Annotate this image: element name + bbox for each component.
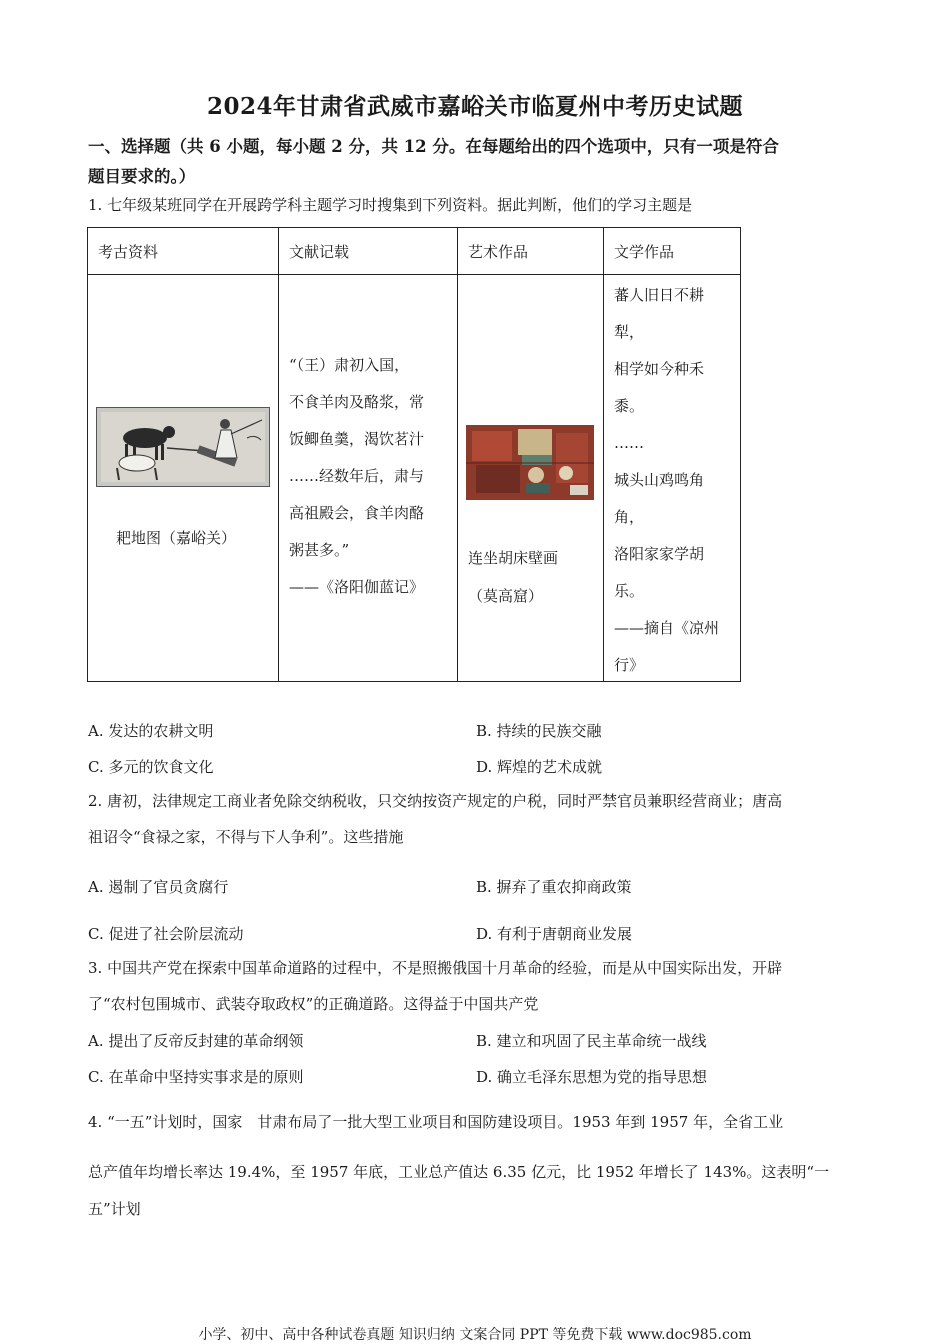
literature-line: 黍。 xyxy=(614,397,645,415)
question-3-stem-line-2: 了“农村包围城市、武装夺取政权”的正确道路。这得益于中国共产党 xyxy=(88,995,539,1013)
question-4-stem-line-3: 五”计划 xyxy=(88,1200,141,1218)
q1-option-b: B. 持续的民族交融 xyxy=(476,722,602,740)
q2-option-b: B. 摒弃了重农抑商政策 xyxy=(476,878,632,896)
literature-line: 犁， xyxy=(614,323,645,341)
literature-line: 洛阳家家学胡 xyxy=(614,545,705,563)
section-heading-line-2: 题目要求的。） xyxy=(88,167,196,186)
header-archaeology: 考古资料 xyxy=(88,228,279,275)
document-line: 不食羊肉及酪浆，常 xyxy=(289,393,425,411)
q3-option-c: C. 在革命中坚持实事求是的原则 xyxy=(88,1068,304,1086)
archaeology-caption: 耙地图（嘉峪关） xyxy=(116,529,237,547)
q2-option-a: A. 遏制了官员贪腐行 xyxy=(88,878,229,896)
document-line: 粥甚多。” xyxy=(289,541,350,559)
table-content-row xyxy=(88,275,741,682)
q2-option-c: C. 促进了社会阶层流动 xyxy=(88,925,244,943)
document-source: ——《洛阳伽蓝记》 xyxy=(289,578,425,596)
question-4-stem-line-1: 4. “一五”计划时，国家 甘肃布局了一批大型工业项目和国防建设项目。1953 年到 1957 年，全省工业 xyxy=(88,1113,784,1131)
literature-source: 行》 xyxy=(614,656,645,674)
q1-option-d: D. 辉煌的艺术成就 xyxy=(476,758,603,776)
q3-option-a: A. 提出了反帝反封建的革命纲领 xyxy=(88,1032,304,1050)
section-heading-line-1: 一、选择题（共 6 小题，每小题 2 分，共 12 分。在每题给出的四个选项中，只有一项是符合 xyxy=(88,137,779,156)
document-line: ……经数年后，肃与 xyxy=(289,467,425,485)
exam-title: 2024年甘肃省武威市嘉峪关市临夏州中考历史试题 xyxy=(206,93,743,120)
question-2-stem-line-1: 2. 唐初，法律规定工商业者免除交纳税收，只交纳按资产规定的户税，同时严禁官员兼职经营商业；唐高 xyxy=(88,792,783,810)
header-art: 艺术作品 xyxy=(458,228,604,275)
sources-table xyxy=(87,227,741,682)
literature-line: 城头山鸡鸣角 xyxy=(614,471,705,489)
q2-option-d: D. 有利于唐朝商业发展 xyxy=(476,925,633,943)
mural-painting-image xyxy=(466,425,594,500)
literature-line: …… xyxy=(614,434,644,452)
literature-source: ——摘自《凉州 xyxy=(614,619,720,637)
literature-text xyxy=(614,277,719,684)
question-2-stem-line-2: 祖诏令“食禄之家，不得与下人争利”。这些措施 xyxy=(88,828,404,846)
document-line: 饭鲫鱼羹，渴饮茗汁 xyxy=(289,430,425,448)
q3-option-d: D. 确立毛泽东思想为党的指导思想 xyxy=(476,1068,708,1086)
literature-line: 蕃人旧日不耕 xyxy=(614,286,705,304)
q1-option-c: C. 多元的饮食文化 xyxy=(88,758,214,776)
q3-option-b: B. 建立和巩固了民主革命统一战线 xyxy=(476,1032,707,1050)
question-3-stem-line-1: 3. 中国共产党在探索中国革命道路的过程中，不是照搬俄国十月革命的经验，而是从中国实际出发，开辟 xyxy=(88,959,783,977)
art-caption: 连坐胡床壁画 xyxy=(468,549,559,567)
document-text xyxy=(289,347,424,606)
literature-line: 角， xyxy=(614,508,645,526)
document-line: “（王）肃初入国， xyxy=(289,356,410,374)
cell-archaeology xyxy=(88,275,279,682)
literature-line: 乐。 xyxy=(614,582,645,600)
cell-documents xyxy=(279,275,458,682)
header-documents: 文献记载 xyxy=(279,228,458,275)
question-1-stem: 1. 七年级某班同学在开展跨学科主题学习时搜集到下列资料。据此判断，他们的学习主题是 xyxy=(88,196,693,214)
header-literature: 文学作品 xyxy=(604,228,741,275)
q1-option-a: A. 发达的农耕文明 xyxy=(88,722,214,740)
cell-literature xyxy=(604,275,741,682)
plough-painting-image xyxy=(96,407,270,487)
page-footer: 小学、初中、高中各种试卷真题 知识归纳 文案合同 PPT 等免费下载 www.doc985.com xyxy=(198,1327,752,1343)
question-4-stem-line-2: 总产值年均增长率达 19.4%，至 1957 年底，工业总产值达 6.35 亿元，比 1952 年增长了 143%。这表明“一 xyxy=(88,1163,830,1181)
cell-art xyxy=(458,275,604,682)
document-line: 高祖殿会，食羊肉酪 xyxy=(289,504,425,522)
literature-line: 相学如今种禾 xyxy=(614,360,705,378)
art-caption-location: （莫高窟） xyxy=(468,587,544,605)
table-header-row xyxy=(88,228,741,275)
